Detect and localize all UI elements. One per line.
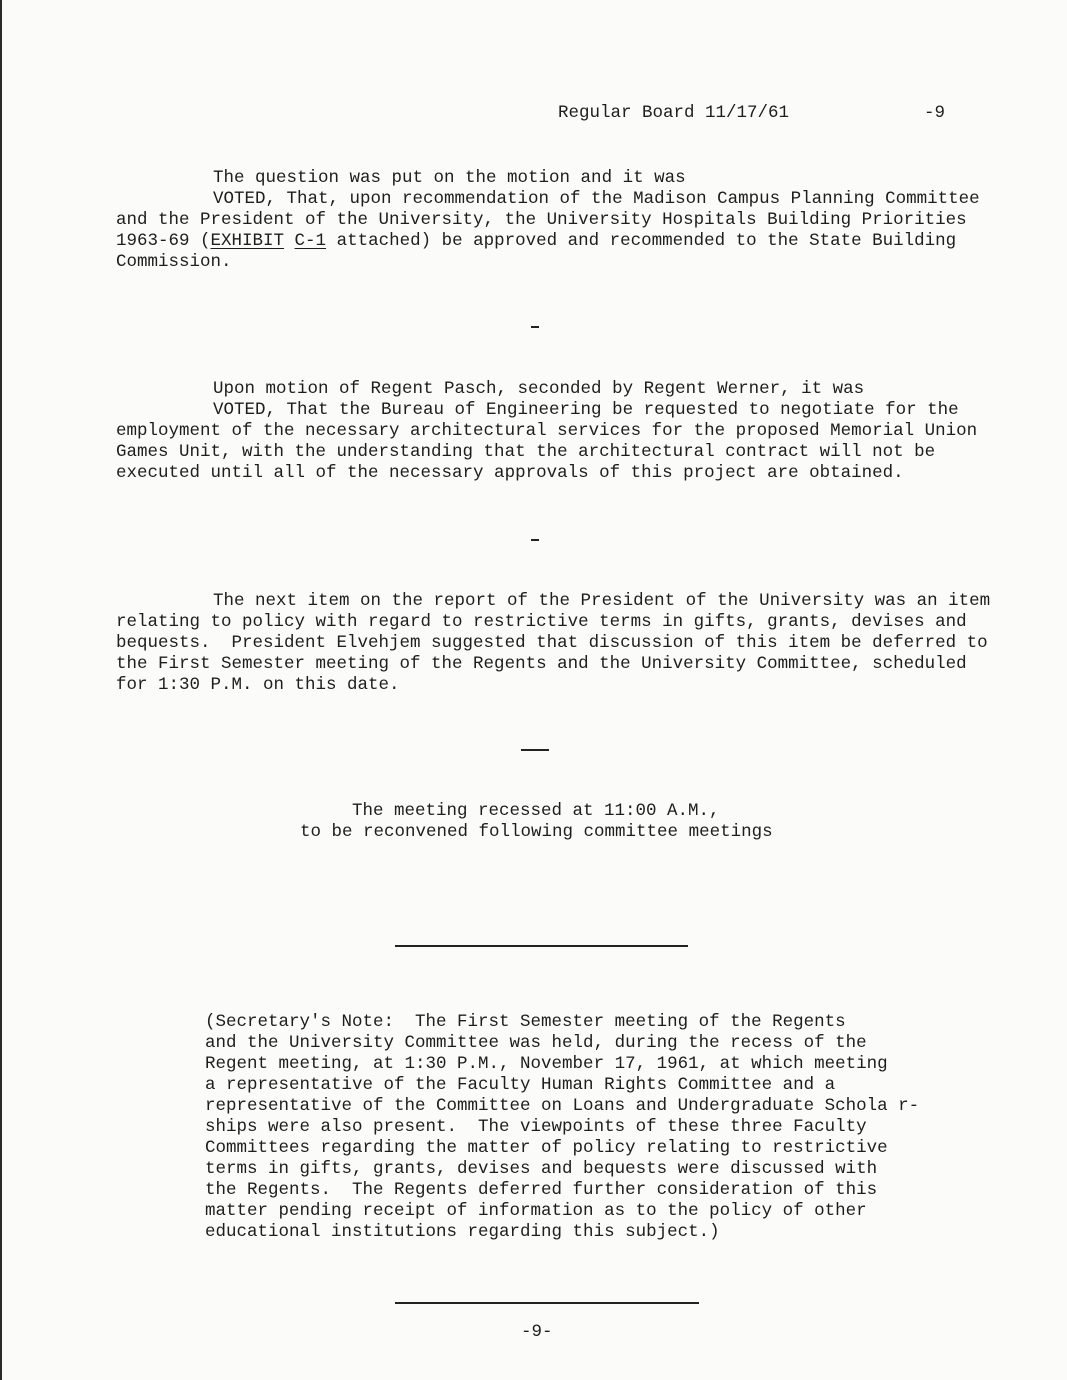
footer-rule bbox=[395, 1302, 699, 1304]
section-dash bbox=[531, 326, 539, 328]
para3-line-1: The next item on the report of the President of the University was an item bbox=[213, 591, 991, 611]
para3-line-3: bequests. President Elvehjem suggested that discussion of this item be deferred to bbox=[116, 633, 988, 653]
para1-line-3: and the President of the University, the University Hospitals Building Priorities bbox=[116, 210, 967, 230]
para1-line-1: The question was put on the motion and it was bbox=[213, 168, 686, 188]
para1-line-4-space bbox=[284, 231, 295, 251]
para1-line-4-start: 1963-69 ( bbox=[116, 231, 211, 251]
para3-line-4: the First Semester meeting of the Regents and the University Committee, scheduled bbox=[116, 654, 967, 674]
note-line-4: a representative of the Faculty Human Rights Committee and a bbox=[205, 1075, 836, 1095]
note-line-10: matter pending receipt of information as to the policy of other bbox=[205, 1201, 867, 1221]
para2-line-5: executed until all of the necessary approvals of this project are obtained. bbox=[116, 463, 904, 483]
note-line-2: and the University Committee was held, during the recess of the bbox=[205, 1033, 867, 1053]
para3-line-2: relating to policy with regard to restrictive terms in gifts, grants, devises and bbox=[116, 612, 967, 632]
note-line-3: Regent meeting, at 1:30 P.M., November 17, 1961, at which meeting bbox=[205, 1054, 888, 1074]
note-line-6: ships were also present. The viewpoints of these three Faculty bbox=[205, 1117, 867, 1137]
para2-line-1: Upon motion of Regent Pasch, seconded by Regent Werner, it was bbox=[213, 379, 865, 399]
para2-line-2: VOTED, That the Bureau of Engineering be requested to negotiate for the bbox=[213, 400, 959, 420]
separator-rule bbox=[395, 945, 688, 947]
recess-line-2: to be reconvened following committee meetings bbox=[300, 822, 773, 842]
para1-line-4 bbox=[116, 231, 956, 252]
note-line-9: the Regents. The Regents deferred further consideration of this bbox=[205, 1180, 878, 1200]
page-footer-number: -9- bbox=[521, 1322, 553, 1342]
recess-line-1: The meeting recessed at 11:00 A.M., bbox=[352, 801, 720, 821]
section-triple-dash bbox=[521, 749, 549, 751]
para3-line-5: for 1:30 P.M. on this date. bbox=[116, 675, 400, 695]
para2-line-3: employment of the necessary architectural services for the proposed Memorial Union bbox=[116, 421, 978, 441]
section-dash bbox=[531, 539, 539, 541]
para2-line-4: Games Unit, with the understanding that the architectural contract will not be bbox=[116, 442, 936, 462]
exhibit-id: C-1 bbox=[294, 231, 327, 251]
note-line-11: educational institutions regarding this subject.) bbox=[205, 1222, 720, 1242]
page-header-number: -9 bbox=[924, 103, 946, 123]
note-line-7: Committees regarding the matter of policy relating to restrictive bbox=[205, 1138, 888, 1158]
note-line-5: representative of the Committee on Loans and Undergraduate Schola r- bbox=[205, 1096, 920, 1116]
page-header-title: Regular Board 11/17/61 bbox=[558, 103, 790, 123]
exhibit-label: EXHIBIT bbox=[210, 231, 285, 251]
scan-left-edge bbox=[0, 0, 2, 1380]
note-line-1: (Secretary's Note: The First Semester meeting of the Regents bbox=[205, 1012, 846, 1032]
note-line-8: terms in gifts, grants, devises and bequests were discussed with bbox=[205, 1159, 878, 1179]
para1-line-2: VOTED, That, upon recommendation of the Madison Campus Planning Committee bbox=[213, 189, 980, 209]
para1-line-4-end: attached) be approved and recommended to the State Building bbox=[326, 231, 957, 251]
para1-line-5: Commission. bbox=[116, 252, 232, 272]
